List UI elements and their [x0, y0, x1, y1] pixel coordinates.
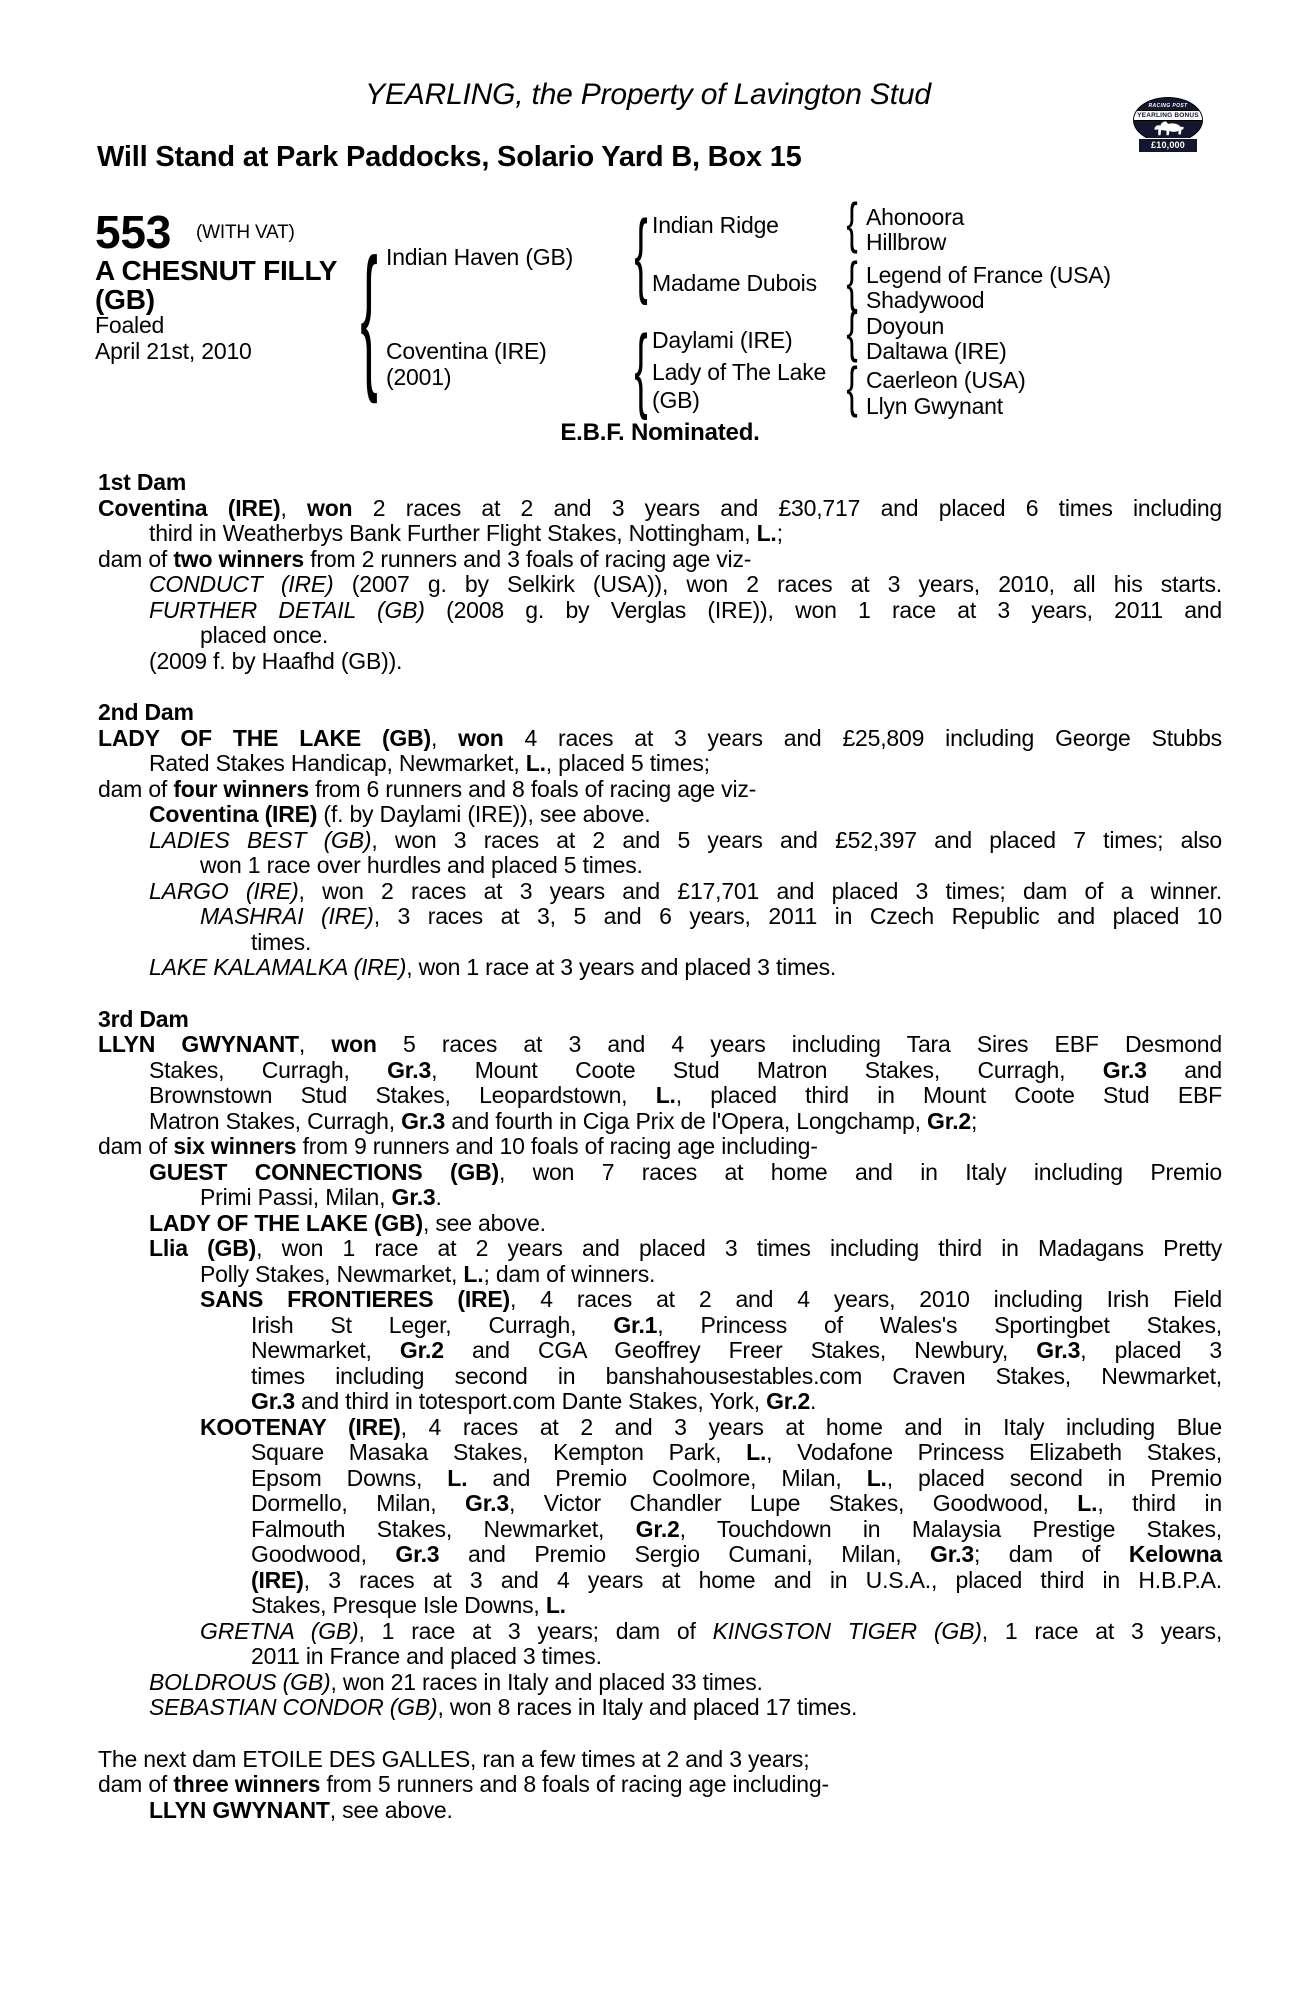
text-line: KOOTENAY (IRE), 4 races at 2 and 3 years at home and in Italy including Blue	[200, 1413, 1222, 1440]
text-line: (IRE), 3 races at 3 and 4 years at home and in U.S.A., placed third in H.B.P.A.	[251, 1566, 1222, 1593]
gen2-name-3: Daylami (IRE)	[652, 327, 793, 353]
ebf-nominated-line: E.B.F. Nominated.	[560, 419, 760, 446]
text-line: times including second in banshahousestables.com Craven Stakes, Newmarket,	[251, 1362, 1222, 1389]
text-line: LLYN GWYNANT, won 5 races at 3 and 4 years including Tara Sires EBF Desmond	[98, 1031, 1222, 1057]
badge-oval	[1133, 97, 1203, 143]
sire-name: Indian Haven (GB)	[386, 244, 574, 270]
horse-description-line1: A CHESNUT FILLY	[95, 255, 338, 286]
yearling-bonus-badge	[1133, 97, 1203, 155]
text-line: CONDUCT (IRE) (2007 g. by Selkirk (USA)), won 2 races at 3 years, 2010, all his starts.	[149, 571, 1222, 597]
stand-location-line: Will Stand at Park Paddocks, Solario Yard B, Box 15	[97, 141, 802, 173]
gen2-name-1: Indian Ridge	[652, 212, 779, 238]
lot-number: 553	[95, 206, 172, 258]
text-line: Epsom Downs, L. and Premio Coolmore, Milan, L., placed second in Premio	[251, 1464, 1222, 1491]
text-line: Stakes, Curragh, Gr.3, Mount Coote Stud Matron Stakes, Curragh, Gr.3 and	[149, 1056, 1222, 1083]
text-line: Gr.3 and third in totesport.com Dante Stakes, York, Gr.2.	[251, 1388, 817, 1414]
text-line: LLYN GWYNANT, see above.	[149, 1796, 453, 1823]
dam-section	[98, 470, 1222, 674]
text-line: LADIES BEST (GB), won 3 races at 2 and 5 years and £52,397 and placed 7 times; also	[149, 826, 1223, 853]
text-line: Matron Stakes, Curragh, Gr.3 and fourth in Ciga Prix de l'Opera, Longchamp, Gr.2;	[149, 1107, 978, 1134]
text-line: Rated Stakes Handicap, Newmarket, L., placed 5 times;	[149, 750, 710, 776]
foaled-label: Foaled	[95, 312, 165, 338]
vat-note: (WITH VAT)	[196, 222, 295, 243]
text-line: Brownstown Stud Stakes, Leopardstown, L., placed third in Mount Coote Stud EBF	[149, 1082, 1222, 1108]
horse-description-line2: (GB)	[95, 284, 155, 315]
pedigree-brace-gen1	[353, 238, 384, 398]
gen2-name-4: Lady of The Lake	[652, 359, 827, 385]
text-line: Newmarket, Gr.2 and CGA Geoffrey Freer Stakes, Newbury, Gr.3, placed 3	[251, 1337, 1222, 1363]
text-line: LADY OF THE LAKE (GB), won 4 races at 3 years and £25,809 including George Stubbs	[98, 724, 1222, 751]
text-line: placed once.	[200, 622, 329, 648]
dam-section	[98, 700, 1222, 981]
text-line: dam of two winners from 2 runners and 3 foals of racing age viz-	[98, 545, 752, 572]
text-line: Falmouth Stakes, Newmarket, Gr.2, Touchdown in Malaysia Prestige Stakes,	[251, 1515, 1222, 1542]
text-line: Polly Stakes, Newmarket, L.; dam of winners.	[200, 1260, 656, 1287]
dam-section-heading: 1st Dam	[98, 469, 187, 495]
gen3-name-3: Legend of France (USA)	[866, 262, 1111, 288]
pedigree-brace-dam	[629, 323, 653, 417]
gen3-name-4: Shadywood	[866, 287, 985, 313]
text-line: Square Masaka Stakes, Kempton Park, L., Vodafone Princess Elizabeth Stakes,	[251, 1439, 1222, 1465]
text-line: Goodwood, Gr.3 and Premio Sergio Cumani, Milan, Gr.3; dam of Kelowna	[251, 1541, 1223, 1567]
pedigree-brace-sire	[629, 208, 653, 302]
badge-brand-text: RACING POST	[1148, 103, 1188, 109]
text-line: Irish St Leger, Curragh, Gr.1, Princess of Wales's Sportingbet Stakes,	[251, 1311, 1222, 1338]
text-line: LARGO (IRE), won 2 races at 3 years and £17,701 and placed 3 times; dam of a winner.	[149, 877, 1222, 904]
text-line: Coventina (IRE), won 2 races at 2 and 3 years and £30,717 and placed 6 times including	[98, 494, 1222, 521]
gen3-name-1: Ahonoora	[866, 204, 965, 230]
text-line: won 1 race over hurdles and placed 5 times.	[200, 852, 643, 878]
gen3-name-2: Hillbrow	[866, 229, 947, 255]
text-line: times.	[251, 928, 312, 955]
dam-name: Coventina (IRE)	[386, 338, 547, 364]
horse-icon	[1150, 118, 1186, 139]
pedigree-brace-gen3-4	[842, 360, 862, 416]
text-line: SEBASTIAN CONDOR (GB), won 8 races in Italy and placed 17 times.	[149, 1694, 858, 1720]
gen3-name-5: Doyoun	[866, 313, 945, 339]
text-line: dam of four winners from 6 runners and 8 foals of racing age viz-	[98, 775, 757, 802]
gen2-name-4-sub: (GB)	[652, 387, 700, 413]
text-line: BOLDROUS (GB), won 21 races in Italy and placed 33 times.	[149, 1668, 763, 1695]
dam-section-heading: 3rd Dam	[98, 1005, 189, 1032]
text-line: GRETNA (GB), 1 race at 3 years; dam of KINGSTON TIGER (GB), 1 race at 3 years,	[200, 1617, 1223, 1644]
text-line: Coventina (IRE) (f. by Daylami (IRE)), see above.	[149, 801, 651, 827]
text-line: Dormello, Milan, Gr.3, Victor Chandler Lupe Stakes, Goodwood, L., third in	[251, 1490, 1222, 1516]
dam-section-heading: 2nd Dam	[98, 699, 194, 725]
text-line: Llia (GB), won 1 race at 2 years and placed 3 times including third in Madagans Pretty	[149, 1235, 1223, 1261]
page-title: YEARLING, the Property of Lavington Stud	[365, 78, 931, 111]
pedigree-text-body	[98, 470, 1222, 1823]
gen3-name-7: Caerleon (USA)	[866, 367, 1026, 393]
text-line: FURTHER DETAIL (GB) (2008 g. by Verglas (IRE)), won 1 race at 3 years, 2011 and	[149, 596, 1222, 623]
text-line: (2009 f. by Haafhd (GB)).	[149, 647, 403, 674]
text-line: Stakes, Presque Isle Downs, L.	[251, 1592, 566, 1618]
text-line: dam of three winners from 5 runners and 8 foals of racing age including-	[98, 1771, 829, 1797]
text-line: third in Weatherbys Bank Further Flight Stakes, Nottingham, L.;	[149, 520, 783, 546]
text-line: Primi Passi, Milan, Gr.3.	[200, 1184, 442, 1210]
text-line: SANS FRONTIERES (IRE), 4 races at 2 and 4 years, 2010 including Irish Field	[200, 1286, 1222, 1312]
foaled-date: April 21st, 2010	[95, 338, 252, 364]
gen2-name-2: Madame Dubois	[652, 270, 817, 296]
dam-year: (2001)	[386, 364, 452, 390]
text-line: LAKE KALAMALKA (IRE), won 1 race at 3 years and placed 3 times.	[149, 954, 837, 980]
text-line: dam of six winners from 9 runners and 10 foals of racing age including-	[98, 1133, 818, 1159]
pedigree-brace-gen3-1	[842, 196, 862, 252]
text-line: LADY OF THE LAKE (GB), see above.	[149, 1209, 546, 1236]
text-line: The next dam ETOILE DES GALLES, ran a few times at 2 and 3 years;	[98, 1745, 810, 1772]
text-line: MASHRAI (IRE), 3 races at 3, 5 and 6 years, 2011 in Czech Republic and placed 10	[200, 903, 1222, 929]
gen3-name-8: Llyn Gwynant	[866, 393, 1003, 419]
text-line: GUEST CONNECTIONS (GB), won 7 races at home and in Italy including Premio	[149, 1158, 1222, 1185]
dam-section	[98, 1007, 1222, 1721]
badge-band-text: YEARLING BONUS	[1134, 110, 1202, 121]
badge-amount: £10,000	[1138, 138, 1198, 153]
pedigree-brace-gen3-3	[842, 305, 862, 361]
gen3-name-6: Daltawa (IRE)	[866, 338, 1007, 364]
text-line: 2011 in France and placed 3 times.	[251, 1643, 602, 1669]
closing-section	[98, 1747, 1222, 1824]
